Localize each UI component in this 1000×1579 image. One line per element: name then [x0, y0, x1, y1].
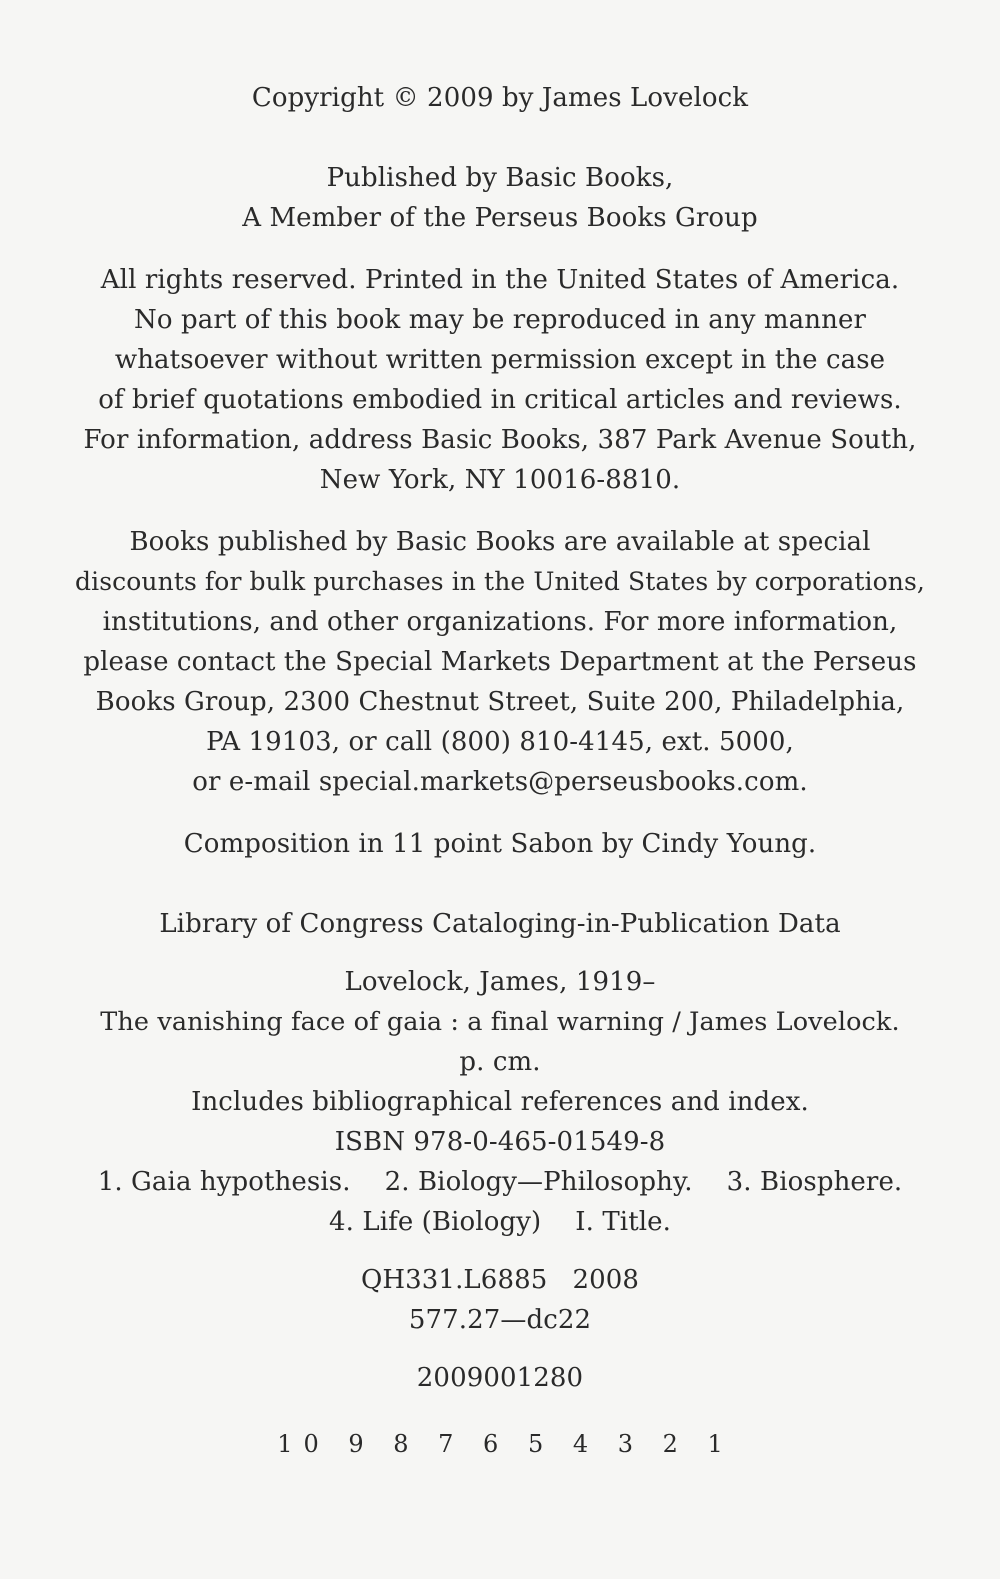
cip-pages: p. cm. [459, 1047, 541, 1077]
special-markets-line: PA 19103, or call (800) 810-4145, ext. 5000, [206, 727, 794, 757]
composition-line: Composition in 11 point Sabon by Cindy Young. [183, 829, 817, 859]
copyright-line: Copyright © 2009 by James Lovelock [251, 83, 749, 113]
publisher-block [0, 158, 1000, 238]
publisher-line-2: A Member of the Perseus Books Group [242, 203, 758, 233]
special-markets-line: discounts for bulk purchases in the United States by corporations, [75, 567, 925, 596]
cip-subject: 2. Biology—Philosophy. [384, 1167, 693, 1197]
rights-line: For information, address Basic Books, 387 Park Avenue South, [83, 425, 917, 455]
cip-subject: 4. Life (Biology) [328, 1207, 542, 1237]
special-markets-line: or e-mail special.markets@perseusbooks.com. [192, 767, 808, 797]
cip-title: The vanishing face of gaia : a final warning / James Lovelock. [100, 1007, 900, 1037]
special-markets-line: institutions, and other organizations. For more information, [102, 607, 898, 637]
rights-line: New York, NY 10016-8810. [319, 465, 681, 495]
cip-includes: Includes bibliographical references and index. [191, 1087, 809, 1117]
cip-subject: 3. Biosphere. [726, 1167, 903, 1197]
cip-subject: I. Title. [575, 1207, 672, 1237]
rights-line: whatsoever without written permission except in the case [114, 345, 886, 375]
publisher-line-1: Published by Basic Books, [326, 163, 674, 193]
composition-block [0, 824, 1000, 864]
cip-heading: Library of Congress Cataloging-in-Publication Data [159, 909, 841, 939]
cip-block [0, 904, 1000, 1398]
rights-line: No part of this book may be reproduced in any manner [134, 305, 866, 335]
rights-line: All rights reserved. Printed in the United States of America. [100, 265, 900, 295]
cip-subjects-line-1 [0, 1162, 1000, 1202]
printing-line-block [0, 1424, 1000, 1464]
cip-subject: 1. Gaia hypothesis. [97, 1167, 351, 1197]
cip-author: Lovelock, James, 1919– [344, 967, 656, 997]
special-markets-line: Books Group, 2300 Chestnut Street, Suite 200, Philadelphia, [95, 687, 905, 717]
printing-line: 10 9 8 7 6 5 4 3 2 1 [277, 1430, 734, 1458]
special-markets-block [0, 522, 1000, 802]
cip-isbn: ISBN 978-0-465-01549-8 [334, 1127, 666, 1157]
copyright-block [0, 78, 1000, 118]
cip-ddc: 577.27—dc22 [408, 1305, 592, 1335]
rights-line: of brief quotations embodied in critical articles and reviews. [98, 385, 902, 415]
special-markets-line: Books published by Basic Books are available at special [129, 527, 871, 557]
rights-block [0, 260, 1000, 500]
special-markets-line: please contact the Special Markets Department at the Perseus [83, 647, 917, 677]
cip-lcc: QH331.L6885 2008 [360, 1265, 640, 1295]
cip-lccn: 2009001280 [416, 1363, 584, 1393]
cip-subjects-line-2 [0, 1202, 1000, 1242]
